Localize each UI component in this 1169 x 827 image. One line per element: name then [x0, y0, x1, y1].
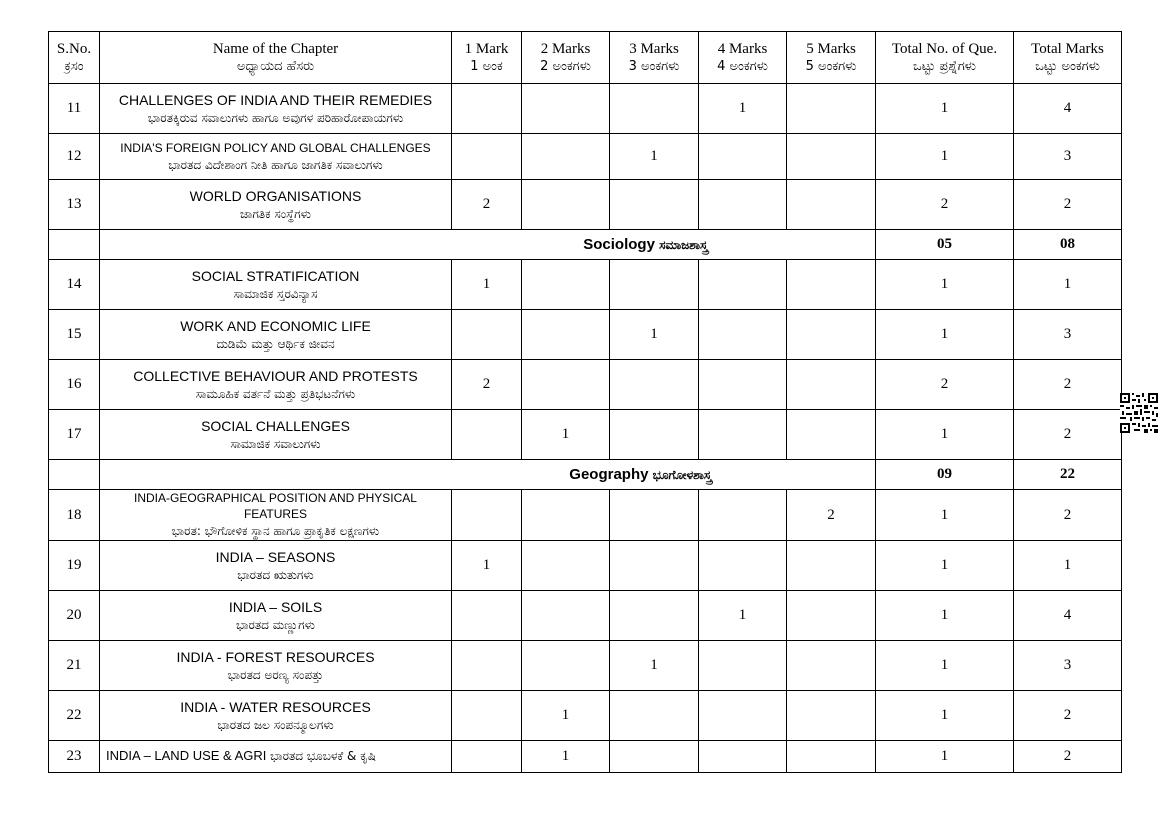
header-chapter: Name of the Chapter ಅಧ್ಯಾಯದ ಹೆಸರು	[100, 32, 452, 84]
table-row	[49, 591, 1122, 641]
cell-2-marks	[522, 641, 610, 691]
table-row	[49, 490, 1122, 541]
cell-4-marks: 1	[699, 84, 787, 134]
table-row	[49, 741, 1122, 773]
row-sno: 18	[49, 490, 100, 541]
section-row-sociology	[49, 230, 1122, 260]
cell-2-marks	[522, 84, 610, 134]
header-5-marks: 5 Marks 5 ಅಂಕಗಳು	[787, 32, 876, 84]
cell-total-marks: 3	[1014, 310, 1122, 360]
cell-3-marks	[610, 490, 699, 541]
cell-2-marks	[522, 490, 610, 541]
row-sno: 21	[49, 641, 100, 691]
cell-2-marks	[522, 180, 610, 230]
cell-total-questions: 1	[876, 591, 1014, 641]
cell-3-marks	[610, 410, 699, 460]
header-2-marks: 2 Marks 2 ಅಂಕಗಳು	[522, 32, 610, 84]
cell-total-marks: 2	[1014, 741, 1122, 773]
cell-1-mark	[452, 641, 522, 691]
cell-total-marks: 2	[1014, 360, 1122, 410]
cell-5-marks	[787, 541, 876, 591]
cell-5-marks	[787, 591, 876, 641]
section-total-questions: 09	[876, 460, 1014, 490]
chapter-cell: INDIA - FOREST RESOURCES ಭಾರತದ ಅರಣ್ಯ ಸಂಪತ್ತು	[100, 641, 452, 691]
cell-5-marks	[787, 134, 876, 180]
table-row	[49, 260, 1122, 310]
cell-3-marks	[610, 741, 699, 773]
chapter-cell: COLLECTIVE BEHAVIOUR AND PROTESTS ಸಾಮೂಹಿಕ ವರ್ತನೆ ಮತ್ತು ಪ್ರತಿಭಟನೆಗಳು	[100, 360, 452, 410]
cell-4-marks	[699, 360, 787, 410]
row-sno: 16	[49, 360, 100, 410]
cell-total-marks: 3	[1014, 134, 1122, 180]
section-row-geography	[49, 460, 1122, 490]
row-sno: 12	[49, 134, 100, 180]
table-row	[49, 84, 1122, 134]
cell-1-mark: 1	[452, 260, 522, 310]
cell-4-marks	[699, 641, 787, 691]
cell-4-marks	[699, 490, 787, 541]
cell-3-marks	[610, 260, 699, 310]
cell-1-mark	[452, 134, 522, 180]
table-row	[49, 410, 1122, 460]
chapter-cell: INDIA – LAND USE & AGRI ಭಾರತದ ಭೂಬಳಕೆ & ಕೃಷಿ	[100, 741, 452, 773]
table-row	[49, 180, 1122, 230]
cell-total-questions: 1	[876, 310, 1014, 360]
section-total-marks: 22	[1014, 460, 1122, 490]
chapter-cell: WORLD ORGANISATIONS ಜಾಗತಿಕ ಸಂಸ್ಥೆಗಳು	[100, 180, 452, 230]
cell-5-marks	[787, 360, 876, 410]
cell-total-questions: 1	[876, 134, 1014, 180]
cell-5-marks	[787, 310, 876, 360]
header-1-mark: 1 Mark 1 ಅಂಕ	[452, 32, 522, 84]
row-sno: 22	[49, 691, 100, 741]
cell-1-mark	[452, 310, 522, 360]
cell-1-mark: 2	[452, 360, 522, 410]
cell-2-marks	[522, 134, 610, 180]
cell-total-marks: 2	[1014, 691, 1122, 741]
section-total-questions: 05	[876, 230, 1014, 260]
cell-total-marks: 4	[1014, 591, 1122, 641]
cell-total-marks: 2	[1014, 410, 1122, 460]
cell-total-questions: 1	[876, 541, 1014, 591]
table-row	[49, 691, 1122, 741]
cell-3-marks	[610, 591, 699, 641]
cell-3-marks	[610, 691, 699, 741]
header-3-marks: 3 Marks 3 ಅಂಕಗಳು	[610, 32, 699, 84]
cell-4-marks	[699, 310, 787, 360]
cell-total-questions: 2	[876, 180, 1014, 230]
cell-4-marks	[699, 260, 787, 310]
row-sno: 15	[49, 310, 100, 360]
cell-3-marks: 1	[610, 641, 699, 691]
cell-total-questions: 1	[876, 84, 1014, 134]
cell-1-mark	[452, 741, 522, 773]
row-sno: 13	[49, 180, 100, 230]
cell-4-marks	[699, 691, 787, 741]
cell-1-mark	[452, 490, 522, 541]
cell-total-marks: 4	[1014, 84, 1122, 134]
cell-2-marks: 1	[522, 410, 610, 460]
cell-2-marks	[522, 310, 610, 360]
cell-total-questions: 1	[876, 260, 1014, 310]
cell-total-marks: 1	[1014, 541, 1122, 591]
header-total-questions: Total No. of Que. ಒಟ್ಟು ಪ್ರಶ್ನೆಗಳು	[876, 32, 1014, 84]
cell-4-marks	[699, 541, 787, 591]
marks-blueprint-table	[48, 31, 1122, 773]
header-sno: S.No. ಕ್ರಸಂ	[49, 32, 100, 84]
cell-5-marks	[787, 84, 876, 134]
table-row	[49, 134, 1122, 180]
cell-5-marks	[787, 741, 876, 773]
row-sno: 23	[49, 741, 100, 773]
cell-2-marks	[522, 360, 610, 410]
row-sno: 11	[49, 84, 100, 134]
cell-total-questions: 1	[876, 410, 1014, 460]
section-sno-empty	[49, 460, 100, 490]
cell-total-questions: 1	[876, 490, 1014, 541]
chapter-cell: CHALLENGES OF INDIA AND THEIR REMEDIES ಭಾರತಕ್ಕಿರುವ ಸವಾಲುಗಳು ಹಾಗೂ ಅವುಗಳ ಪರಿಹಾರೋಪಾಯಗಳು	[100, 84, 452, 134]
cell-5-marks	[787, 641, 876, 691]
cell-total-marks: 2	[1014, 180, 1122, 230]
cell-1-mark: 2	[452, 180, 522, 230]
section-sno-empty	[49, 230, 100, 260]
cell-total-marks: 2	[1014, 490, 1122, 541]
cell-5-marks: 2	[787, 490, 876, 541]
cell-1-mark: 1	[452, 541, 522, 591]
cell-4-marks	[699, 134, 787, 180]
cell-2-marks	[522, 591, 610, 641]
cell-5-marks	[787, 691, 876, 741]
cell-5-marks	[787, 180, 876, 230]
header-4-marks: 4 Marks 4 ಅಂಕಗಳು	[699, 32, 787, 84]
cell-1-mark	[452, 410, 522, 460]
table-row	[49, 310, 1122, 360]
cell-total-questions: 2	[876, 360, 1014, 410]
cell-3-marks: 1	[610, 134, 699, 180]
section-title-geography: Geography ಭೂಗೋಳಶಾಸ್ತ್ರ	[100, 460, 876, 490]
qr-code-icon	[1120, 393, 1158, 433]
row-sno: 19	[49, 541, 100, 591]
cell-4-marks	[699, 180, 787, 230]
cell-3-marks	[610, 360, 699, 410]
chapter-cell: INDIA-GEOGRAPHICAL POSITION AND PHYSICAL FEATURES ಭಾರತ: ಭೌಗೋಳಿಕ ಸ್ಥಾನ ಹಾಗೂ ಪ್ರಾಕೃತಿಕ ಲಕ್ಷಣಗಳು	[100, 490, 452, 541]
cell-2-marks: 1	[522, 691, 610, 741]
table-row	[49, 541, 1122, 591]
section-total-marks: 08	[1014, 230, 1122, 260]
cell-5-marks	[787, 260, 876, 310]
cell-total-questions: 1	[876, 641, 1014, 691]
chapter-cell: SOCIAL STRATIFICATION ಸಾಮಾಜಿಕ ಸ್ತರವಿನ್ಯಾಸ	[100, 260, 452, 310]
cell-total-questions: 1	[876, 741, 1014, 773]
cell-3-marks	[610, 541, 699, 591]
chapter-cell: SOCIAL CHALLENGES ಸಾಮಾಜಿಕ ಸವಾಲುಗಳು	[100, 410, 452, 460]
chapter-cell: INDIA'S FOREIGN POLICY AND GLOBAL CHALLENGES ಭಾರತದ ವಿದೇಶಾಂಗ ನೀತಿ ಹಾಗೂ ಜಾಗತಿಕ ಸವಾಲುಗಳು	[100, 134, 452, 180]
row-sno: 20	[49, 591, 100, 641]
chapter-cell: INDIA – SEASONS ಭಾರತದ ಋತುಗಳು	[100, 541, 452, 591]
chapter-cell: WORK AND ECONOMIC LIFE ದುಡಿಮೆ ಮತ್ತು ಆರ್ಥಿಕ ಜೀವನ	[100, 310, 452, 360]
cell-3-marks: 1	[610, 310, 699, 360]
cell-2-marks	[522, 260, 610, 310]
cell-1-mark	[452, 591, 522, 641]
chapter-cell: INDIA - WATER RESOURCES ಭಾರತದ ಜಲ ಸಂಪನ್ಮೂಲಗಳು	[100, 691, 452, 741]
cell-4-marks	[699, 410, 787, 460]
cell-total-marks: 3	[1014, 641, 1122, 691]
cell-3-marks	[610, 84, 699, 134]
section-title-sociology: Sociology ಸಮಾಜಶಾಸ್ತ್ರ	[100, 230, 876, 260]
cell-2-marks	[522, 541, 610, 591]
cell-4-marks	[699, 741, 787, 773]
cell-1-mark	[452, 84, 522, 134]
row-sno: 14	[49, 260, 100, 310]
table-row	[49, 641, 1122, 691]
cell-3-marks	[610, 180, 699, 230]
table-row	[49, 360, 1122, 410]
cell-total-questions: 1	[876, 691, 1014, 741]
table-header-row	[49, 32, 1122, 84]
chapter-cell: INDIA – SOILS ಭಾರತದ ಮಣ್ಣುಗಳು	[100, 591, 452, 641]
header-total-marks: Total Marks ಒಟ್ಟು ಅಂಕಗಳು	[1014, 32, 1122, 84]
cell-4-marks: 1	[699, 591, 787, 641]
cell-5-marks	[787, 410, 876, 460]
cell-total-marks: 1	[1014, 260, 1122, 310]
cell-1-mark	[452, 691, 522, 741]
cell-2-marks: 1	[522, 741, 610, 773]
row-sno: 17	[49, 410, 100, 460]
